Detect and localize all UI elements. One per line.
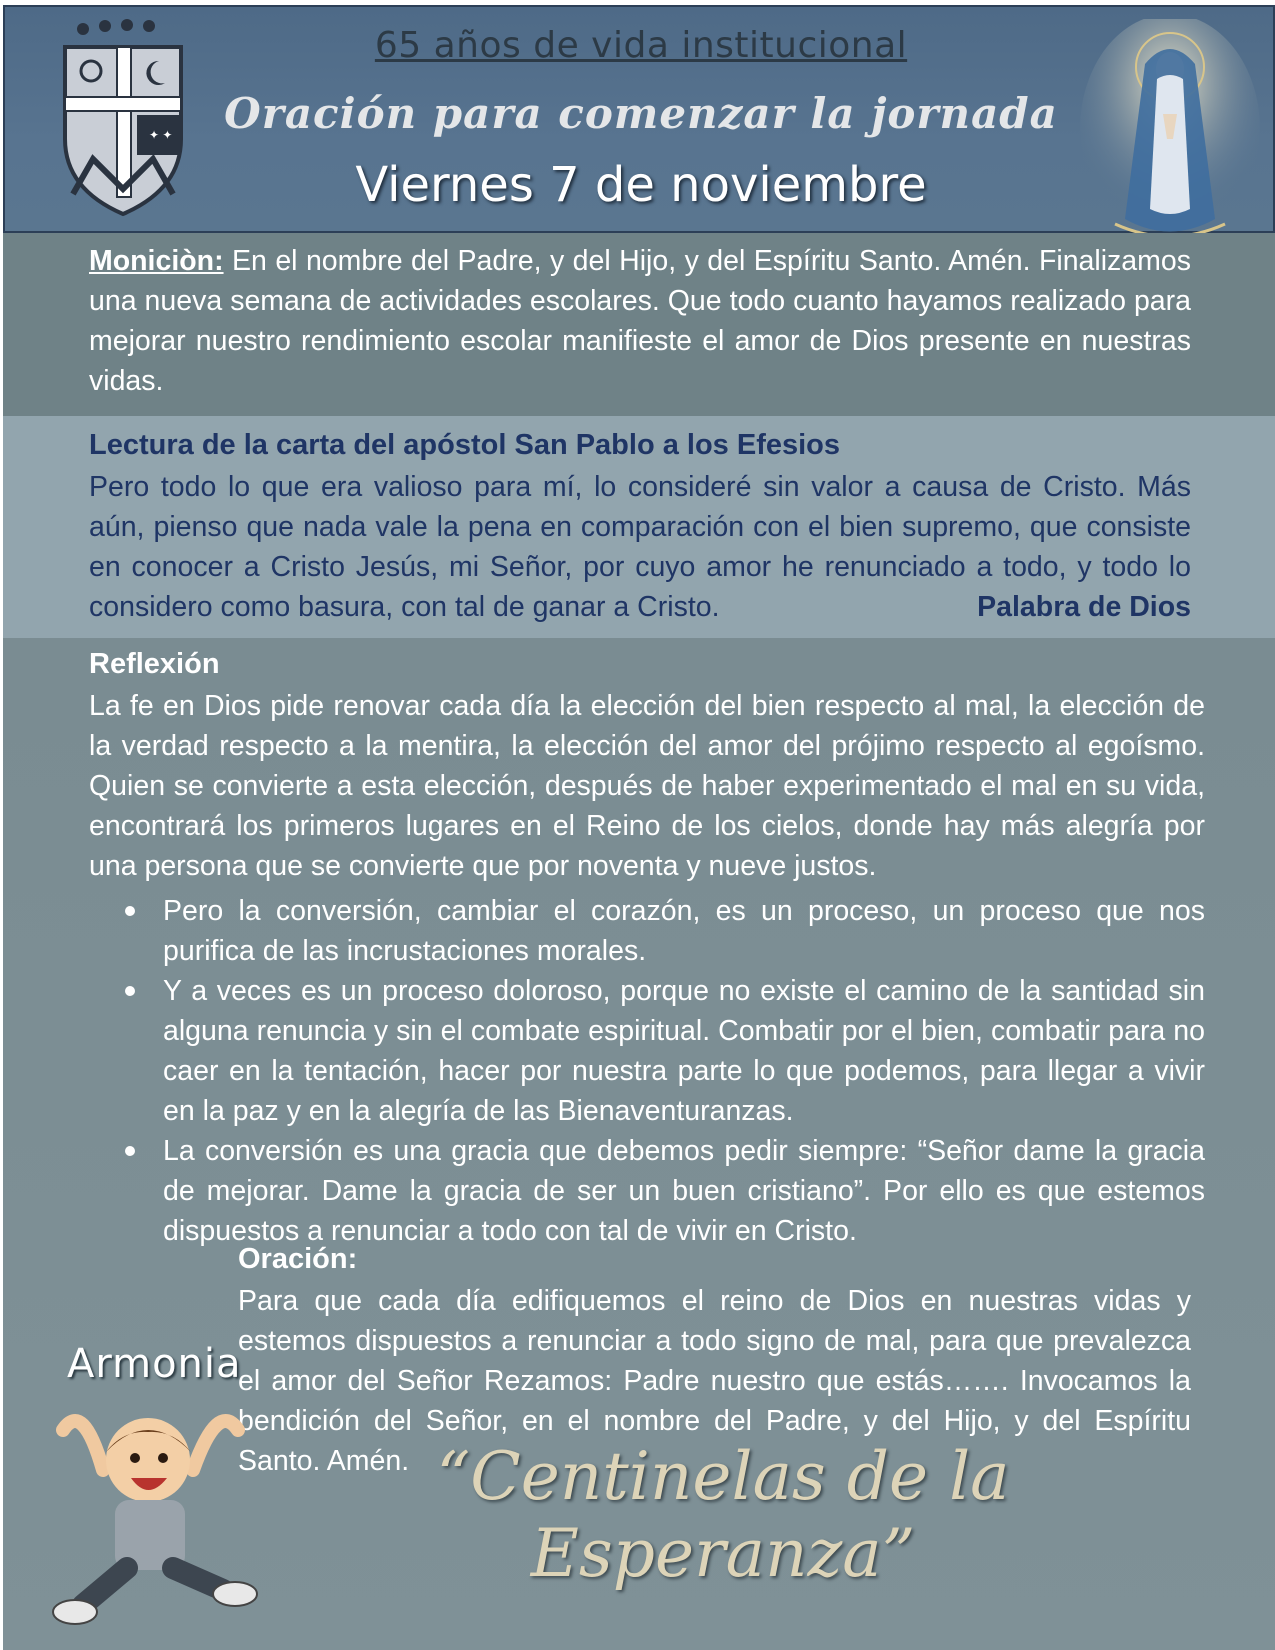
- bullet-icon: [125, 906, 135, 916]
- prayer-text: Para que cada día edifiquemos el reino de Dios en nuestras vidas y estemos dispuestos a renunciar a todo signo de mal, para que prevalezca el amor del Señor Rezamos: Padre nuestro que estás……. Invocamos la bendición del Señor, en el nombre del Padre, y del Hijo, y del Espíritu Santo. Amén.: [238, 1285, 1191, 1477]
- bullet-icon: [125, 1146, 135, 1156]
- header-banner: [3, 5, 1275, 233]
- monicion-label: Moniciòn:: [89, 245, 224, 277]
- list-item: [89, 891, 1205, 971]
- page-title: Oración para comenzar la jornada: [224, 89, 1058, 138]
- slogan: “Centinelas de la Esperanza”: [436, 1438, 1010, 1592]
- bullet-text: Y a veces es un proceso doloroso, porque no existe el camino de la santidad sin alguna renuncia y sin el combate espiritual. Combatir por el bien, combatir para no caer en la tentación, hacer por nuestra parte lo que podemos, para llegar a vivir en la paz y en la alegría de las Bienaventuranzas.: [163, 975, 1205, 1127]
- virgin-mary-image: [1075, 19, 1265, 249]
- reflection-bullet-list: [89, 891, 1205, 1251]
- prayer-sheet: [3, 5, 1275, 1650]
- reading-section: [3, 416, 1275, 638]
- anniversary-heading: 65 años de vida institucional: [374, 25, 908, 66]
- list-item: [89, 1131, 1205, 1251]
- monicion-text: En el nombre del Padre, y del Hijo, y del Espíritu Santo. Amén. Finalizamos una nueva semana de actividades escolares. Que todo cuanto hayamos realizado para mejorar nuestro rendimiento escolar manifieste el amor de Dios presente en nuestras vidas.: [89, 245, 1191, 397]
- date-heading: Viernes 7 de noviembre: [355, 157, 927, 213]
- bullet-text: La conversión es una gracia que debemos pedir siempre: “Señor dame la gracia de mejorar. Dame la gracia de ser un buen cristiano”. Por ello es que estemos dispuestos a renunciar a todo con tal de vivir en Cristo.: [163, 1135, 1205, 1247]
- list-item: [89, 971, 1205, 1131]
- bullet-icon: [125, 986, 135, 996]
- reflection-text: La fe en Dios pide renovar cada día la elección del bien respecto al mal, la elección de la verdad respecto a la mentira, la elección del amor del prójimo respecto al egoísmo. Quien se convierte a esta elección, después de haber experimentado el mal en su vida, encontrará los primeros lugares en el Reino de los cielos, donde hay más alegría por una persona que se convierte que por noventa y nueve justos.: [89, 690, 1205, 882]
- bullet-text: Pero la conversión, cambiar el corazón, es un proceso, un proceso que nos purifica de las incrustaciones morales.: [163, 895, 1205, 967]
- svg-text:✦ ✦: ✦ ✦: [149, 128, 173, 142]
- reading-title: Lectura de la carta del apóstol San Pablo a los Efesios: [89, 429, 841, 461]
- reflection-title: Reflexión: [89, 648, 220, 680]
- reading-text: Pero todo lo que era valioso para mí, lo consideré sin valor a causa de Cristo. Más aún, pienso que nada vale la pena en comparación con el bien supremo, que consiste en conocer a Cristo Jesús, mi Señor, por cuyo amor he renunciado a todo, y todo lo considero como basura, con tal de ganar a Cristo.: [89, 471, 1191, 623]
- palabra-de-dios: Palabra de Dios: [977, 591, 1191, 623]
- monicion-paragraph: [89, 241, 1191, 401]
- cartoon-student-icon: [43, 1390, 273, 1630]
- monicion-section: [3, 233, 1275, 416]
- reading-paragraph: [89, 467, 1191, 627]
- reflection-section: [3, 638, 1275, 1650]
- prayer-title: Oración:: [238, 1243, 358, 1275]
- armonia-label: Armonia: [67, 1341, 242, 1387]
